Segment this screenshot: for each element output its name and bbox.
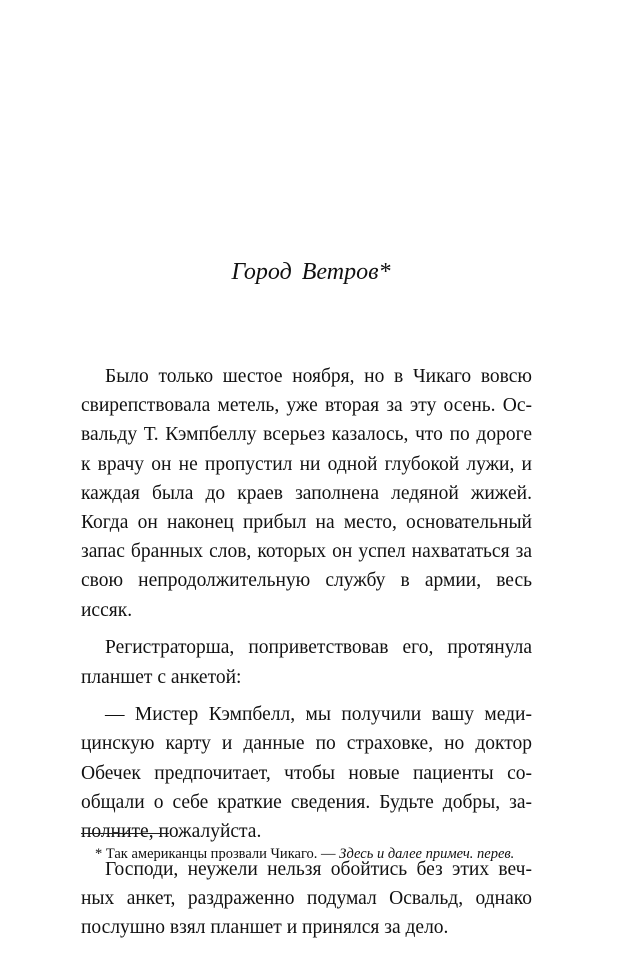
footnote-text: * Так американцы прозвали Чикаго. — (95, 846, 336, 862)
paragraph-2: Регистраторша, поприветствовав его, протянула планшет с анкетой: (81, 637, 532, 688)
footnote-divider (81, 833, 169, 834)
paragraph-4: Господи, неужели нельзя обойтись без этих вечных анкет, раздраженно подумал Освальд, однако послушно взял планшет и принялся за дело. (81, 858, 532, 939)
chapter-title: Город Ветров* (231, 259, 391, 285)
paragraph-3-dialogue: — Мистер Кэмпбелл, мы получили вашу медицинскую карту и данные по страховке, но доктор Обечек предпочитает, чтобы новые пациенты сообщали о себе краткие сведения. Будьте добры, заполните, пожалуйста. (81, 704, 532, 843)
paragraph-1: Было только шестое ноября, но в Чикаго вовсю свирепствовала метель, уже вторая за эту осень. Освальду Т. Кэмпбеллу всерьез казалось, что по дороге к врачу он не пропустил ни одной глубокой лужи, и каждая была до краев заполнена ледяной жижей. Когда он наконец прибыл на место, основательный запас бранных слов, которых он успел нахвататься за свою непродолжительную службу в армии, весь иссяк. (81, 366, 532, 621)
footnote-credit: Здесь и далее примеч. перев. (339, 846, 515, 862)
footnote (81, 844, 532, 866)
